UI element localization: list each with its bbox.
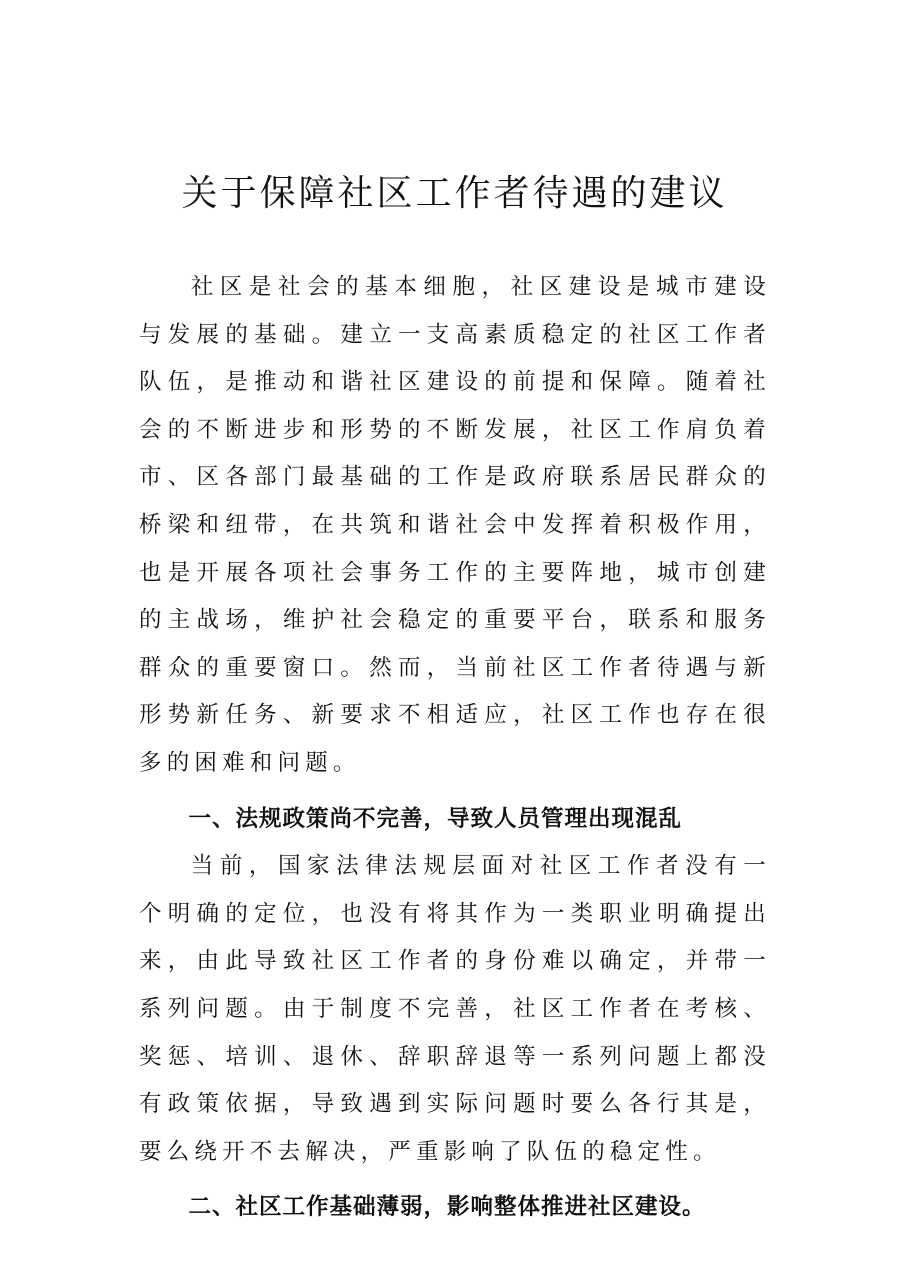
document-title: 关于保障社区工作者待遇的建议 <box>181 173 728 214</box>
intro-paragraph: 社区是社会的基本细胞，社区建设是城市建设与发展的基础。建立一支高素质稳定的社区工作者队伍，是推动和谐社区建设的前提和保障。随着社会的不断进步和形势的不断发展，社区工作肩负着市、区各部门最基础的工作是政府联系居民群众的桥梁和纽带，在共筑和谐社会中发挥着积极作用，也是开展各项社会事务工作的主要阵地，城市创建的主战场，维护社会稳定的重要平台，联系和服务群众的重要窗口。然而，当前社区工作者待遇与新形势新任务、新要求不相适应，社区工作也存在很多的困难和问题。 <box>139 274 771 776</box>
section-1-paragraph: 当前，国家法律法规层面对社区工作者没有一个明确的定位，也没有将其作为一类职业明确提出来，由此导致社区工作者的身份难以确定，并带一系列问题。由于制度不完善，社区工作者在考核、奖惩、培训、退休、辞职辞退等一系列问题上都没有政策依据，导致遇到实际问题时要么各行其是，要么绕开不去解决，严重影响了队伍的稳定性。 <box>139 853 771 1165</box>
section-2-heading: 二、社区工作基础薄弱，影响整体推进社区建设。 <box>188 1194 706 1221</box>
section-1-heading: 一、法规政策尚不完善，导致人员管理出现混乱 <box>188 805 683 832</box>
document-body <box>139 264 771 1232</box>
